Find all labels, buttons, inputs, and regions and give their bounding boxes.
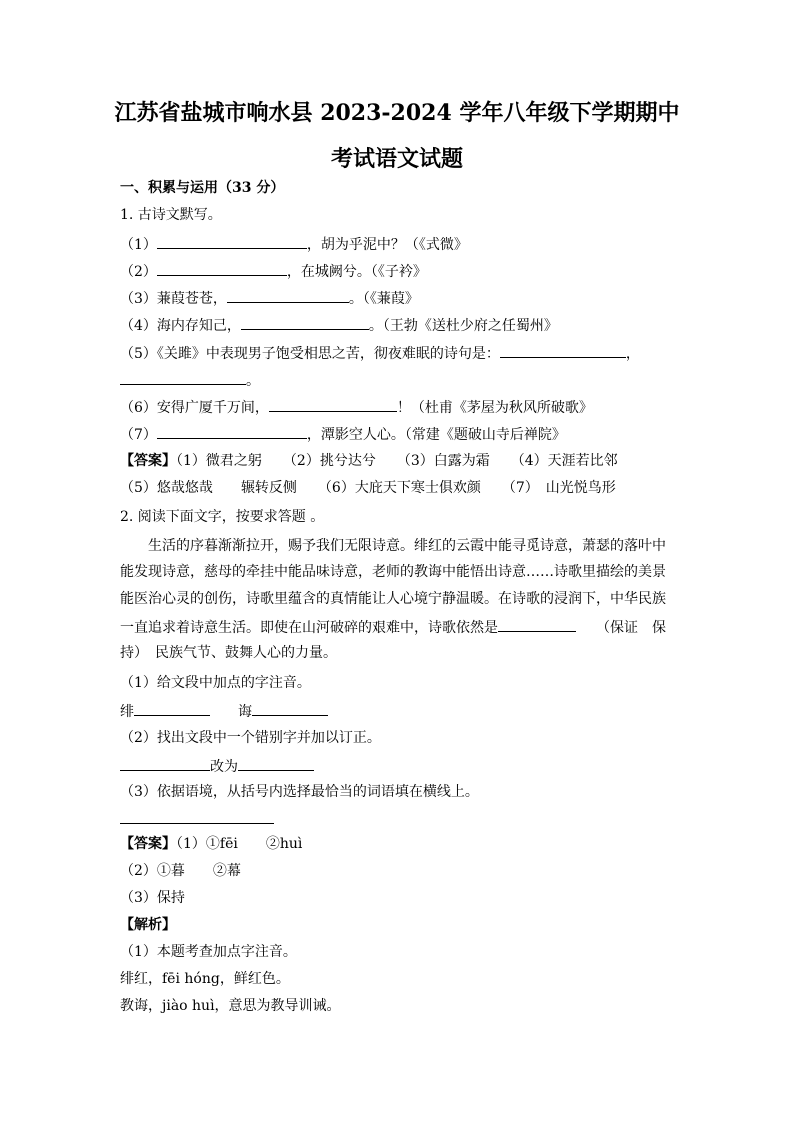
item-number: （2） <box>120 264 157 280</box>
answer-blank <box>157 260 287 276</box>
item-text: 安得广厦千万间， <box>156 400 269 416</box>
q1-item-5-cont <box>120 369 260 391</box>
q1-item-2 <box>120 260 427 282</box>
item-number: （6） <box>120 400 157 416</box>
item-number: （5） <box>120 346 157 362</box>
passage-text: 一直追求着诗意生活。即使在山河破碎的艰难中，诗歌依然是 <box>120 620 498 636</box>
q2-sub2: （2）找出文段中一个错别字并加以订正。 <box>120 730 381 746</box>
answer-blank <box>157 423 307 439</box>
passage-line-3: 能医治心灵的创伤，诗歌里蕴含的真情能让人心境宁静温暖。在诗歌的浸润下，中华民族 <box>120 591 666 607</box>
answer-blank <box>500 342 626 358</box>
pinyin-blanks <box>120 700 328 722</box>
item-number: （3） <box>120 291 157 307</box>
item-text: 蒹葭苍苍， <box>156 291 227 307</box>
document-title-line1: 江苏省盐城市响水县 2023-2024 学年八年级下学期期中 <box>114 100 680 126</box>
section-heading: 一、积累与运用（33 分） <box>120 180 285 196</box>
answer-blank <box>120 755 210 771</box>
change-to-text: 改为 <box>210 759 238 775</box>
item-text: ，在城阙兮。（《子衿》 <box>286 264 427 280</box>
answer-blank <box>241 314 369 330</box>
answer-blank <box>498 616 576 632</box>
item-text: ， <box>625 346 640 362</box>
word-choice-blank <box>120 808 274 830</box>
q2-sub3: （3）依据语境，从括号内选择最恰当的词语填在横线上。 <box>120 784 479 800</box>
answer-blank <box>134 700 210 716</box>
item-text: ！（杜甫《茅屋为秋风所破歌》 <box>396 400 593 416</box>
item-text: 。 <box>246 373 260 389</box>
answer-blank <box>252 700 328 716</box>
item-text: 海内存知己， <box>156 318 241 334</box>
analysis-line-3: 教诲，jiào huì，意思为教导训诫。 <box>120 998 341 1014</box>
pinyin-char: 绯 <box>120 704 134 720</box>
q1-item-3 <box>120 287 419 309</box>
answer-blank <box>269 396 397 412</box>
q1-item-1 <box>120 233 468 255</box>
item-text: 《关雎》中表现男子饱受相思之苦，彻夜难眠的诗句是： <box>156 346 500 362</box>
answer-blank <box>120 808 274 824</box>
item-number: （1） <box>120 237 157 253</box>
passage-line-2: 能发现诗意，慈母的牵挂中能品味诗意，老师的教诲中能悟出诗意……诗歌里描绘的美景 <box>120 564 666 580</box>
passage-text: （保证 保 <box>596 620 666 636</box>
analysis-line-1: （1）本题考查加点字注音。 <box>120 944 297 960</box>
answer-label: 【答案】 <box>120 453 176 469</box>
q1-item-4 <box>120 314 558 336</box>
q1-item-6 <box>120 396 593 418</box>
q2-sub1: （1）给文段中加点的字注音。 <box>120 675 311 691</box>
answer-text: （1）①fēi ②huì <box>176 836 303 852</box>
item-number: （4） <box>120 318 157 334</box>
item-number: （7） <box>120 427 157 443</box>
answer-text: （1）微君之躬 （2）挑兮达兮 （3）白露为霜 （4）天涯若比邻 <box>176 453 618 469</box>
q2-answer-line1 <box>120 834 302 854</box>
passage-line-4 <box>120 616 666 638</box>
correction-line <box>120 755 314 777</box>
analysis-label: 【解析】 <box>120 917 176 933</box>
item-text: ，潭影空人心。（常建《题破山寺后禅院》 <box>306 427 566 443</box>
q2-answer-line3: （3）保持 <box>120 890 185 906</box>
item-text: 。（《蒹葭》 <box>348 291 419 307</box>
q1-item-5 <box>120 342 640 364</box>
item-text: 。（王勃《送杜少府之任蜀州》 <box>368 318 558 334</box>
item-text: ，胡为乎泥中？（《式微》 <box>306 237 468 253</box>
answer-blank <box>157 233 307 249</box>
analysis-line-2: 绯红，fēi hóng，鲜红色。 <box>120 971 290 987</box>
answer-blank <box>227 287 349 303</box>
answer-blank <box>238 755 314 771</box>
q1-answer-line2: （5）悠哉悠哉 辗转反侧 （6）大庇天下寒士俱欢颜 （7） 山光悦鸟形 <box>120 480 616 496</box>
pinyin-char: 诲 <box>238 704 252 720</box>
q2-answer-line2: （2）①暮 ②幕 <box>120 863 241 879</box>
answer-blank <box>120 369 246 385</box>
passage-line-1: 生活的序暮渐渐拉开，赐予我们无限诗意。绯红的云霞中能寻觅诗意，萧瑟的落叶中 <box>148 538 666 554</box>
document-title-line2: 考试语文试题 <box>330 146 463 172</box>
q1-answer-line1 <box>120 451 618 471</box>
q1-item-7 <box>120 423 566 445</box>
q2-prompt: 2. 阅读下面文字，按要求答题 。 <box>120 509 325 525</box>
answer-label: 【答案】 <box>120 836 176 852</box>
q1-prompt: 1. 古诗文默写。 <box>120 207 222 223</box>
passage-line-5: 持） 民族气节、鼓舞人心的力量。 <box>120 645 337 661</box>
